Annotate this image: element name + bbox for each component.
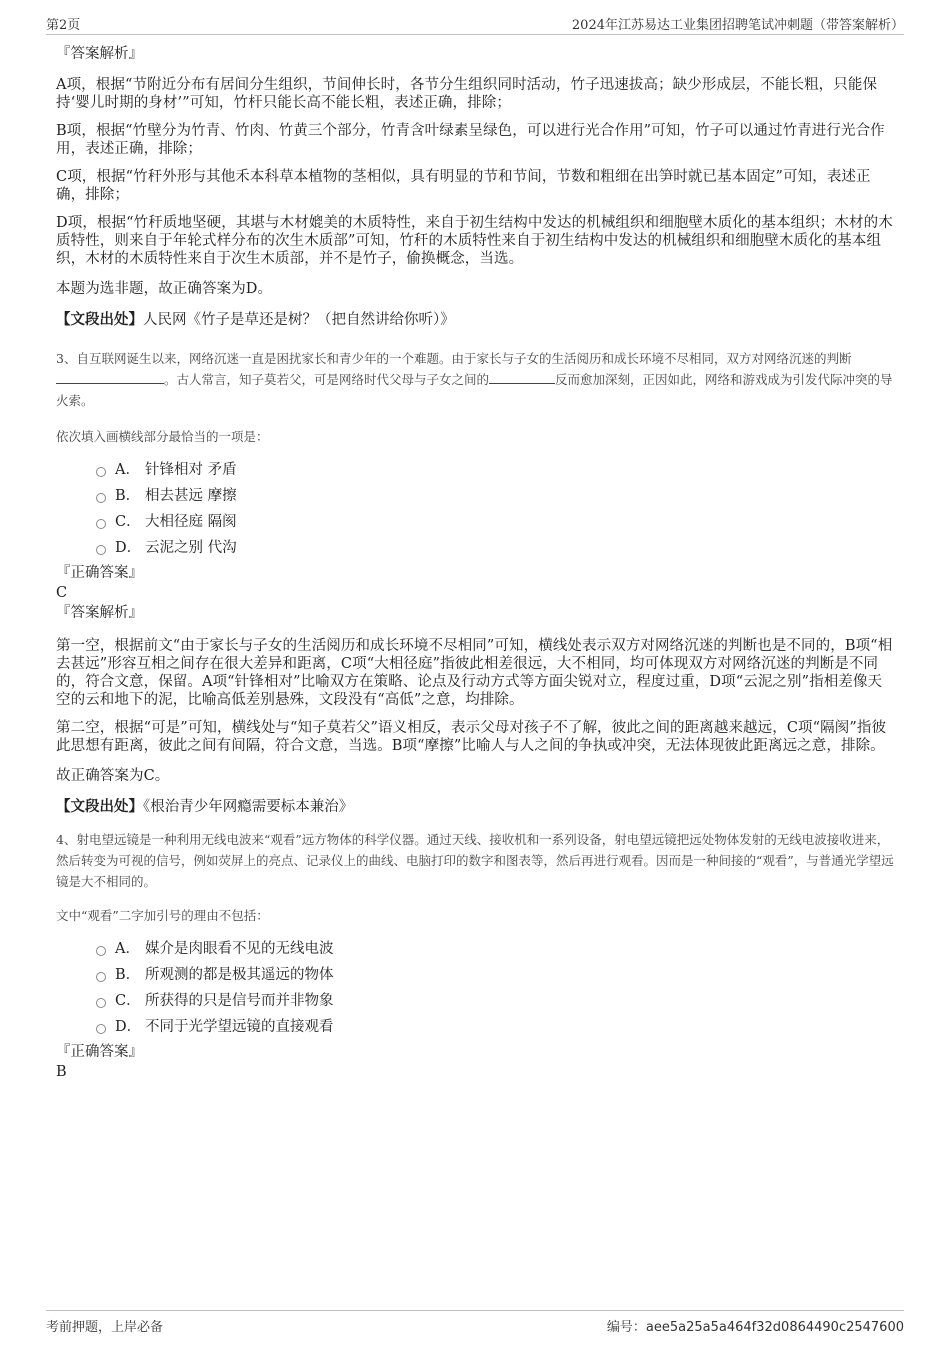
radio-button[interactable] (96, 972, 106, 982)
radio-button[interactable] (96, 493, 106, 503)
q3-correct-label: 『正确答案』 (56, 565, 143, 581)
radio-button[interactable] (96, 1024, 106, 1034)
q3-option-a[interactable]: A． 针锋相对 矛盾 (96, 457, 896, 483)
radio-button[interactable] (96, 545, 106, 555)
q3-prompt: 依次填入画横线部分最恰当的一项是： (56, 429, 269, 444)
q2-source (56, 310, 896, 330)
q4-correct-label: 『正确答案』 (56, 1044, 143, 1060)
q3-option-c[interactable]: C． 大相径庭 隔阂 (96, 509, 896, 535)
q2-source-text: 人民网《竹子是草还是树？（把自然讲给你听）》 (143, 312, 455, 328)
footer-code (607, 1316, 904, 1335)
q2-analysis-d: D项，根据“竹秆质地坚硬，其堪与木材媲美的木质特性，来自于初生结构中发达的机械组织和细胞壁木质化的基本组织；木材的木质特性，则来自于年轮式样分布的次生木质部”可知，竹秆的木质特性来自于初生结构中发达的机械组织和细胞壁木质化的基本组织，木材的木质特性来自于次生木质部，并不是竹子，偷换概念，当选。 (56, 215, 893, 267)
q3-option-b[interactable]: B． 相去甚远 摩擦 (96, 483, 896, 509)
footer-code-value: aee5a25a5a464f32d0864490c2547600 (645, 1320, 904, 1335)
page-footer (46, 1310, 904, 1337)
q3-source-label: 【文段出处】 (56, 798, 143, 815)
q4-option-b[interactable]: B． 所观测的都是极其遥远的物体 (96, 962, 896, 988)
q3-option-d[interactable]: D． 云泥之别 代沟 (96, 535, 896, 561)
q3-options (96, 457, 896, 561)
q2-source-label: 【文段出处】 (56, 311, 143, 328)
q4-prompt: 文中“观看”二字加引号的理由不包括： (56, 908, 269, 923)
q2-analysis-c: C项，根据“竹秆外形与其他禾本科草本植物的茎相似，具有明显的节和节间，节数和粗细在出笋时就已基本固定”可知，表述正确，排除； (56, 169, 871, 203)
q3-conclusion: 故正确答案为C。 (56, 768, 170, 784)
q3-blank-1 (56, 370, 164, 384)
q3-correct-answer: C (56, 585, 68, 601)
radio-button[interactable] (96, 946, 106, 956)
q2-conclusion: 本题为选非题，故正确答案为D。 (56, 281, 273, 297)
q2-analysis-b: B项，根据“竹壁分为竹青、竹肉、竹黄三个部分，竹青含叶绿素呈绿色，可以进行光合作用”可知，竹子可以通过竹青进行光合作用，表述正确，排除； (56, 123, 885, 157)
q3-text: 3、自互联网诞生以来，网络沉迷一直是困扰家长和青少年的一个难题。由于家长与子女的生活阅历和成长环境不尽相同，双方对网络沉迷的判断。古人常言，知子莫若父，可是网络时代父母与子女之间的 反而愈加深刻，正因如此，网络和游戏成为引发代际冲突的导火索。 (56, 351, 893, 408)
footer-code-label: 编号： (606, 1320, 646, 1335)
q3-analysis-2: 第二空，根据“可是”可知，横线处与“知子莫若父”语义相反，表示父母对孩子不了解，彼此之间的距离越来越远，C项“隔阂”指彼此思想有距离，彼此之间有间隔，符合文意，当选。B项“摩擦”比喻人与人之间的争执或冲突，无法体现彼此距离远之意，排除。 (56, 720, 887, 754)
q4-text: 4、射电望远镜是一种利用无线电波来“观看”远方物体的科学仪器。通过天线、接收机和一系列设备，射电望远镜把远处物体发射的无线电波接收进来，然后转变为可视的信号，例如荧屏上的亮点、记录仪上的曲线、电脑打印的数字和图表等，然后再进行观看。因而是一种间接的“观看”，与普通光学望远镜是大不相同的。 (56, 832, 894, 889)
q4-options (96, 936, 896, 1040)
page-header (46, 12, 904, 35)
q4-option-a[interactable]: A． 媒介是肉眼看不见的无线电波 (96, 936, 896, 962)
q3-analysis-1: 第一空，根据前文“由于家长与子女的生活阅历和成长环境不尽相同”可知，横线处表示双方对网络沉迷的判断也是不同的，B项“相去甚远”形容互相之间存在很大差异和距离，C项“大相径庭”指彼此相差很远，大不相同，均可体现双方对网络沉迷的判断是不同的，符合文意，保留。A项“针锋相对”比喻双方在策略、论点及行动方式等方面尖锐对立，程度过重，D项“云泥之别”指相差像天空的云和地下的泥，比喻高低差别悬殊，文段没有“高低”之意，均排除。 (56, 638, 893, 708)
q2-analysis-label: 『答案解析』 (56, 46, 143, 62)
q3-analysis-label: 『答案解析』 (56, 605, 143, 621)
radio-button[interactable] (96, 519, 106, 529)
document-title: 2024年江苏易达工业集团招聘笔试冲刺题（带答案解析） (571, 18, 904, 33)
page-number: 第2页 (46, 18, 81, 33)
q2-analysis-a: A项，根据“节附近分布有居间分生组织，节间伸长时，各节分生组织同时活动，竹子迅速拔高；缺少形成层，不能长粗，只能保持‘婴儿时期的身材’”可知，竹杆只能长高不能长粗，表述正确，排除； (56, 77, 878, 111)
radio-button[interactable] (96, 998, 106, 1008)
q3-source-text: 《根治青少年网瘾需要标本兼治》 (143, 799, 354, 815)
q3-blank-2 (489, 370, 555, 384)
q4-option-d[interactable]: D． 不同于光学望远镜的直接观看 (96, 1014, 896, 1040)
q3-source (56, 797, 896, 817)
document-body (56, 44, 896, 1082)
radio-button[interactable] (96, 467, 106, 477)
q4-option-c[interactable]: C． 所获得的只是信号而并非物象 (96, 988, 896, 1014)
footer-slogan: 考前押题，上岸必备 (46, 1320, 164, 1335)
q4-correct-answer: B (56, 1064, 67, 1080)
